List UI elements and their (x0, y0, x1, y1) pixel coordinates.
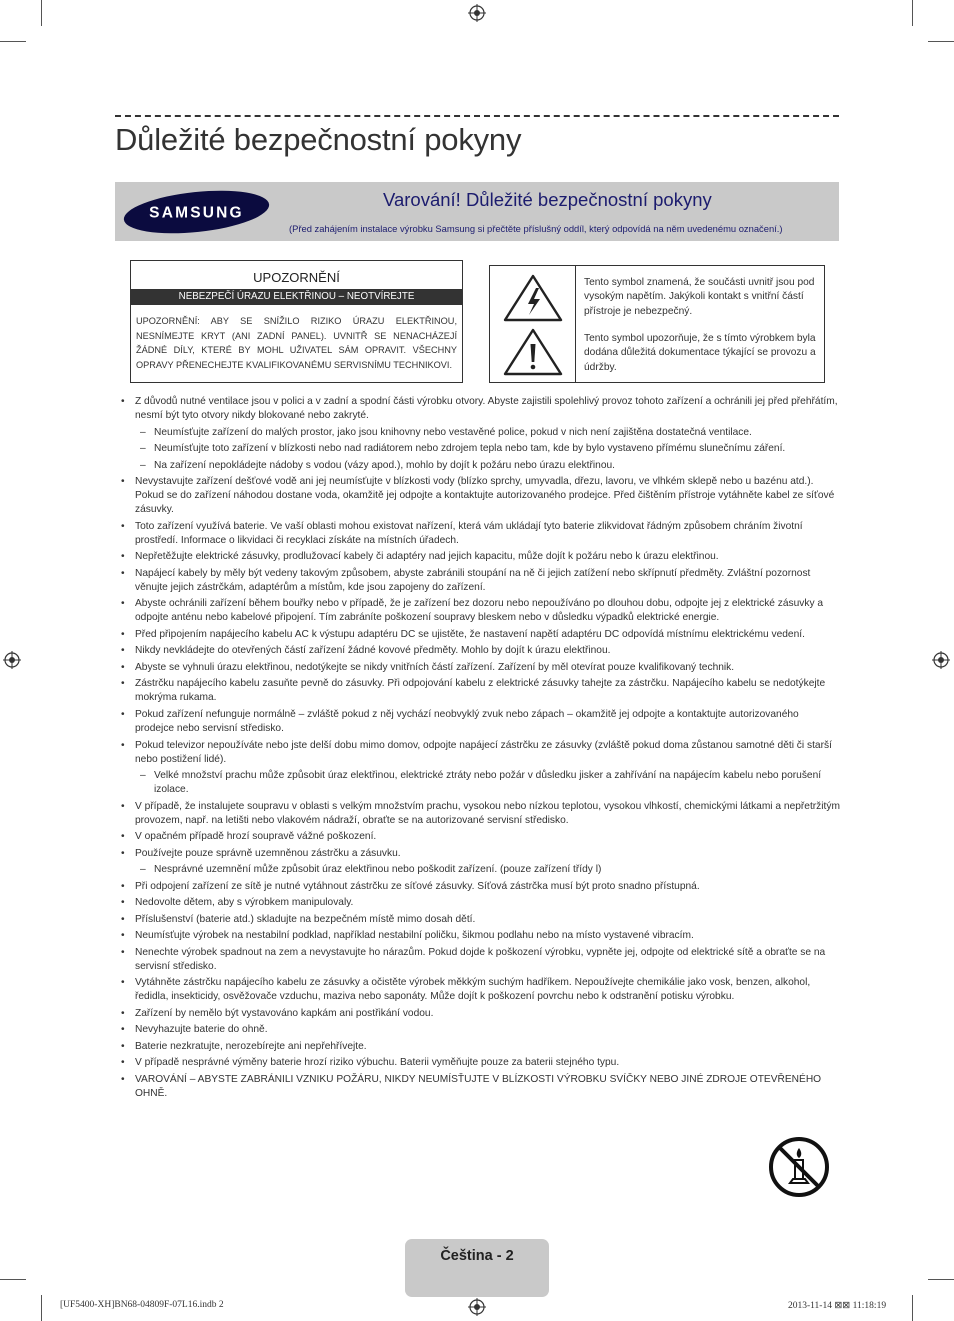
registration-mark-icon (932, 651, 950, 669)
list-item: • Nikdy nevkládejte do otevřených částí zařízení žádné kovové předměty. Mohlo by dojít k úrazu elektřinou. (120, 644, 840, 658)
crop-mark (928, 41, 954, 42)
documentation-description: Tento symbol upozorňuje, že s tímto výrobkem byla dodána důležitá dokumentace týkající se provozu a údržby. (584, 333, 816, 373)
crop-mark (928, 1279, 954, 1280)
footer-file-info: [UF5400-XH]BN68-04809F-07L16.indb 2 (60, 1300, 224, 1310)
list-item: • V opačném případě hrozí soupravě vážné poškození. (120, 830, 840, 844)
registration-mark-icon (3, 651, 21, 669)
sub-list-item: – Neumísťujte toto zařízení v blízkosti nebo nad radiátorem nebo zdrojem tepla nebo tam, kde by bylo vystaveno přímému slunečnímu záření. (120, 442, 840, 456)
page-number-tab (405, 1239, 549, 1297)
high-voltage-description: Tento symbol znamená, že součásti uvnitř jsou pod vysokým napětím. Jakýkoli kontakt s vnitřní částí přístroje je nebezpečný. (584, 277, 815, 317)
logo-text: SAMSUNG (149, 204, 244, 222)
title-rule (115, 115, 839, 117)
sub-list-item: – Velké množství prachu může způsobit úraz elektřinou, elektrické ztráty nebo požár v důsledku jisker a zahřívání na napájecím kabelu nebo porušení izolace. (120, 769, 840, 797)
symbols-box (489, 265, 825, 383)
samsung-logo (123, 190, 270, 234)
caution-text: UPOZORNĚNÍ: ABY SE SNÍŽILO RIZIKO ÚRAZU ELEKTŘINOU, NESNÍMEJTE KRYT (ANI ZADNÍ PANEL). UVNITŘ SE NENACHÁZEJÍ ŽÁDNÉ DÍLY, KTERÉ BY MOHL UŽIVATEL SÁM OPRAVIT. VŠECHNY OPRAVY PŘENECHEJTE KVALIFIKOVANÉMU SERVISNÍMU TECHNIKOVI. (136, 316, 457, 370)
list-item: • Abyste ochránili zařízení během bouřky nebo v případě, že je zařízení bez dozoru nebo nepoužíváno po dlouhou dobu, odpojte jej z elektrické zásuvky a odpojte anténu nebo kabelové připojení. Tím zabráníte poškození soupravy bleskem nebo v důsledku výpadků elektrické energie. (120, 597, 840, 625)
list-item: • Nepřetěžujte elektrické zásuvky, prodlužovací kabely či adaptéry nad jejich kapacitu, může dojít k požáru nebo k úrazu elektřinou. (120, 550, 840, 564)
sub-list-item: – Neumísťujte zařízení do malých prostor, jako jsou knihovny nebo vestavěné police, pokud v nich není zajištěna dostatečná ventilace. (120, 426, 840, 440)
list-item: • Neumísťujte výrobek na nestabilní podklad, například nestabilní poličku, šikmou podlahu nebo na místo vystavené vibracím. (120, 929, 840, 943)
list-item: • Baterie nezkratujte, nerozebírejte ani nepřehřívejte. (120, 1040, 840, 1054)
list-item: • V případě, že instalujete soupravu v oblasti s velkým množstvím prachu, vysokou nebo nízkou teplotou, vysokou vlhkostí, chemickými látkami a nepřetržitým provozem, např. na letišti nebo vlakovém nádraží, obraťte se na autorizované servisní středisko. (120, 800, 840, 828)
list-item: • Napájecí kabely by měly být vedeny takovým způsobem, abyste zabránili stoupání na ně či jejich zatížení nebo skřípnutí předměty. Zvláštní pozornost věnujte jejich zástrčkám, adaptérům a místům, kde jsou zapojeny do zařízení. (120, 567, 840, 595)
list-item: • Nenechte výrobek spadnout na zem a nevystavujte ho nárazům. Pokud dojde k poškození výrobku, vypněte jej, odpojte od elektrické sítě a obraťte se na servisní středisko. (120, 946, 840, 974)
exclamation-warning-icon (502, 327, 564, 377)
list-item: • Abyste se vyhnuli úrazu elektřinou, nedotýkejte se nikdy vnitřních částí zařízení. Zařízení by měl otevírat pouze kvalifikovaný technik. (120, 661, 840, 675)
crop-mark (41, 0, 42, 26)
list-item: • Pokud zařízení nefunguje normálně – zvláště pokud z něj vychází neobvyklý zvuk nebo zápach – okamžitě jej odpojte a kontaktujte autorizovaného prodejce nebo servisní středisko. (120, 708, 840, 736)
no-candle-icon (768, 1136, 830, 1198)
banner-subtitle: (Před zahájením instalace výrobku Samsung si přečtěte příslušný oddíl, který odpovídá na něm uvedenému označení.) (289, 223, 783, 234)
caution-bar: NEBEZPEČÍ ÚRAZU ELEKTŘINOU – NEOTVÍREJTE (131, 289, 462, 305)
safety-instructions (120, 395, 840, 1103)
list-item: • Nevyhazujte baterie do ohně. (120, 1023, 840, 1037)
instruction-list (120, 395, 840, 1101)
list-item: • Před připojením napájecího kabelu AC k výstupu adaptéru DC se ujistěte, že nastavení napětí adaptéru DC odpovídá místnímu elektrickému vedení. (120, 628, 840, 642)
list-item: • Zařízení by nemělo být vystavováno kapkám ani postřikání vodou. (120, 1007, 840, 1021)
list-item: • Příslušenství (baterie atd.) skladujte na bezpečném místě mimo dosah dětí. (120, 913, 840, 927)
footer-timestamp: 2013-11-14 ⊠⊠ 11:18:19 (788, 1301, 887, 1311)
caution-box (130, 260, 463, 383)
list-item: • Z důvodů nutné ventilace jsou v polici a v zadní a spodní části výrobku otvory. Abyste zajistili spolehlivý provoz tohoto zařízení a ochránili jej před přehřátím, nesmí být tyto otvory nikdy blokované nebo zakryté. (120, 395, 840, 423)
crop-mark (912, 1295, 913, 1321)
crop-mark (912, 0, 913, 26)
banner-title: Varování! Důležité bezpečnostní pokyny (383, 189, 712, 210)
warning-banner (115, 182, 839, 241)
sub-list-item: – Nesprávné uzemnění může způsobit úraz elektřinou nebo poškodit zařízení. (pouze zařízení třídy l) (120, 863, 840, 877)
list-item: • Nevystavujte zařízení dešťové vodě ani jej neumísťujte v blízkosti vody (blízko sprchy, umyvadla, dřezu, lavoru, ve vlhkém sklepě nebo u bazénu atd.). Pokud se do zařízení náhodou dostane voda, okamžitě jej odpojte a kontaktujte autorizovaného prodejce. Před čištěním přístroje vytáhněte kabel ze síťové zásuvky. (120, 475, 840, 517)
registration-mark-icon (468, 1298, 486, 1316)
list-item: • Používejte pouze správně uzemněnou zástrčku a zásuvku. (120, 847, 840, 861)
page-label: Čeština - 2 (440, 1248, 514, 1264)
symbols-column (490, 266, 576, 382)
list-item: • Toto zařízení využívá baterie. Ve vaší oblasti mohou existovat nařízení, která vám ukládají tyto baterie zlikvidovat řádným způsobem chráním životní prostředí. Informace o likvidaci či recyklaci získáte na místních úřadech. (120, 520, 840, 548)
crop-mark (0, 41, 26, 42)
page-title: Důležité bezpečnostní pokyny (115, 122, 522, 157)
list-item: • V případě nesprávné výměny baterie hrozí riziko výbuchu. Baterii vyměňujte pouze za baterii stejného typu. (120, 1056, 840, 1070)
list-item: • Zástrčku napájecího kabelu zasuňte pevně do zásuvky. Při odpojování kabelu z elektrické zásuvky tahejte za zástrčku. Napájecího kabelu se nedotýkejte mokrýma rukama. (120, 677, 840, 705)
caution-heading: UPOZORNĚNÍ (253, 270, 340, 285)
crop-mark (0, 1279, 26, 1280)
crop-mark (41, 1295, 42, 1321)
list-item: • Nedovolte dětem, aby s výrobkem manipulovaly. (120, 896, 840, 910)
list-item: • Vytáhněte zástrčku napájecího kabelu ze zásuvky a očistěte výrobek měkkým suchým hadříkem. Nepoužívejte chemikálie jako vosk, benzen, alkohol, ředidla, insekticidy, osvěžovače vzduchu, maziva nebo saponáty. Může dojít k poškození povrchu nebo k odstranění potisku výrobku. (120, 976, 840, 1004)
list-item: • Při odpojení zařízení ze sítě je nutné vytáhnout zástrčku ze síťové zásuvky. Síťová zástrčka musí být proto snadno přístupná. (120, 880, 840, 894)
registration-mark-icon (468, 4, 486, 22)
high-voltage-icon (502, 273, 564, 323)
list-item: • VAROVÁNÍ – ABYSTE ZABRÁNILI VZNIKU POŽÁRU, NIKDY NEUMÍSŤUJTE V BLÍZKOSTI VÝROBKU SVÍČKY NEBO JINÉ ZDROJE OTEVŘENÉHO OHNĚ. (120, 1073, 840, 1101)
sub-list-item: – Na zařízení nepokládejte nádoby s vodou (vázy apod.), mohlo by dojít k požáru nebo úrazu elektřinou. (120, 459, 840, 473)
list-item: • Pokud televizor nepoužíváte nebo jste delší dobu mimo domov, odpojte napájecí zástrčku ze zásuvky (zvláště pokud doma zůstanou samotné děti či starší nebo postižení lidé). (120, 739, 840, 767)
